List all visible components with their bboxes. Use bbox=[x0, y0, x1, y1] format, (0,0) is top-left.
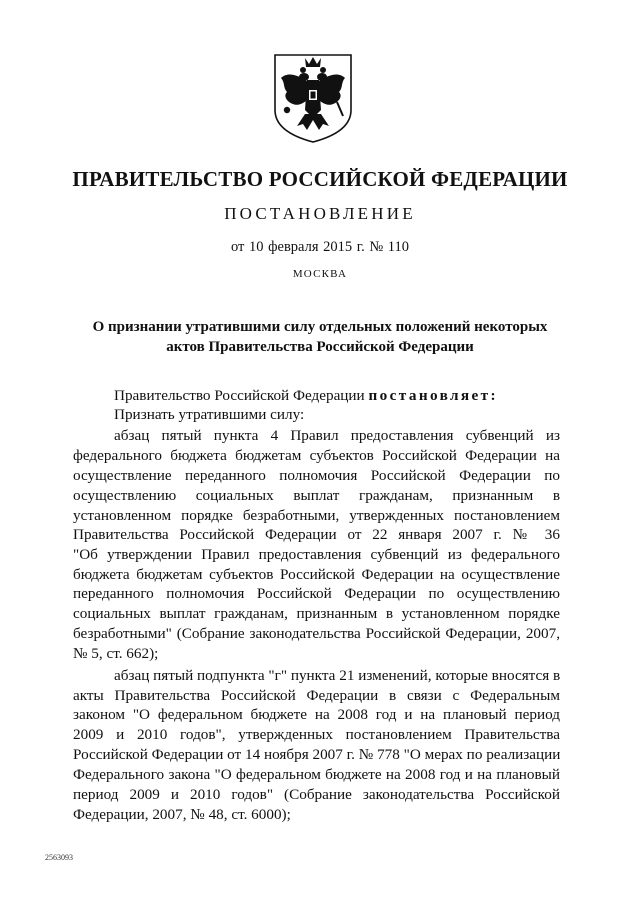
government-title: ПРАВИТЕЛЬСТВО РОССИЙСКОЙ ФЕДЕРАЦИИ bbox=[72, 167, 568, 191]
p2-line: абзац пятый подпункта "г" пункта 21 изменений, которые вносятся в bbox=[114, 667, 561, 684]
recognize-line: Признать утратившими силу: bbox=[114, 406, 305, 423]
subject-line-2: актов Правительства Российской Федерации bbox=[166, 339, 474, 355]
p1-line: Правительства Российской Федерации от 22 января 2007 г. № 36 bbox=[73, 526, 560, 543]
document-subject bbox=[60, 317, 580, 357]
p1-line: установленном порядке безработными, утвержденных постановлением bbox=[73, 507, 560, 524]
p1-line: бюджета бюджетам субъектов Российской Федерации на осуществление bbox=[73, 566, 560, 583]
p1-line: переданного полномочия Российской Федерации по осуществлению bbox=[73, 585, 560, 602]
intro-line bbox=[114, 387, 560, 405]
intro-verb: постановляет: bbox=[368, 387, 498, 404]
p1-line: безработными" (Собрание законодательства Российской Федерации, 2007, bbox=[73, 625, 560, 642]
intro-prefix: Правительство Российской Федерации bbox=[114, 387, 369, 404]
p2-line: Федерации, 2007, № 48, ст. 6000); bbox=[73, 806, 291, 823]
p1-line: № 5, ст. 662); bbox=[73, 645, 159, 662]
p2-line: законом "О федеральном бюджете на 2008 год и на плановый период bbox=[73, 706, 560, 723]
document-type: ПОСТАНОВЛЕНИЕ bbox=[224, 204, 416, 223]
subject-line-1: О признании утратившими силу отдельных положений некоторых bbox=[92, 319, 548, 335]
p2-line: Федерального закона "О федеральном бюджете на 2008 год и на плановый bbox=[73, 766, 560, 783]
p2-line: акты Правительства Российской Федерации в связи с Федеральным bbox=[73, 687, 560, 704]
document-date-number: от 10 февраля 2015 г. № 110 bbox=[230, 239, 410, 255]
footer-code: 2563093 bbox=[45, 853, 73, 862]
p1-line: абзац пятый пункта 4 Правил предоставления субвенций из bbox=[114, 427, 560, 444]
p1-line: социальных выплат гражданам, признанным в установленном порядке bbox=[73, 605, 560, 622]
p2-line: период 2009 и 2010 годов" (Собрание законодательства Российской bbox=[73, 786, 560, 803]
p1-line: федерального бюджета бюджетам субъектов Российской Федерации на bbox=[73, 447, 560, 464]
p2-line: Российской Федерации от 14 ноября 2007 г. № 778 "О мерах по реализации bbox=[73, 746, 561, 763]
p1-line: "Об утверждении Правил предоставления субвенций из федерального bbox=[73, 546, 560, 563]
p1-line: осуществление переданного полномочия Российской Федерации по bbox=[73, 467, 560, 484]
coat-of-arms-icon bbox=[271, 52, 355, 144]
p1-line: осуществлению социальных выплат гражданам, признанным в bbox=[73, 487, 560, 504]
p2-line: 2009 и 2010 годов", утвержденных постановлением Правительства bbox=[73, 726, 560, 743]
document-city: МОСКВА bbox=[292, 268, 348, 280]
